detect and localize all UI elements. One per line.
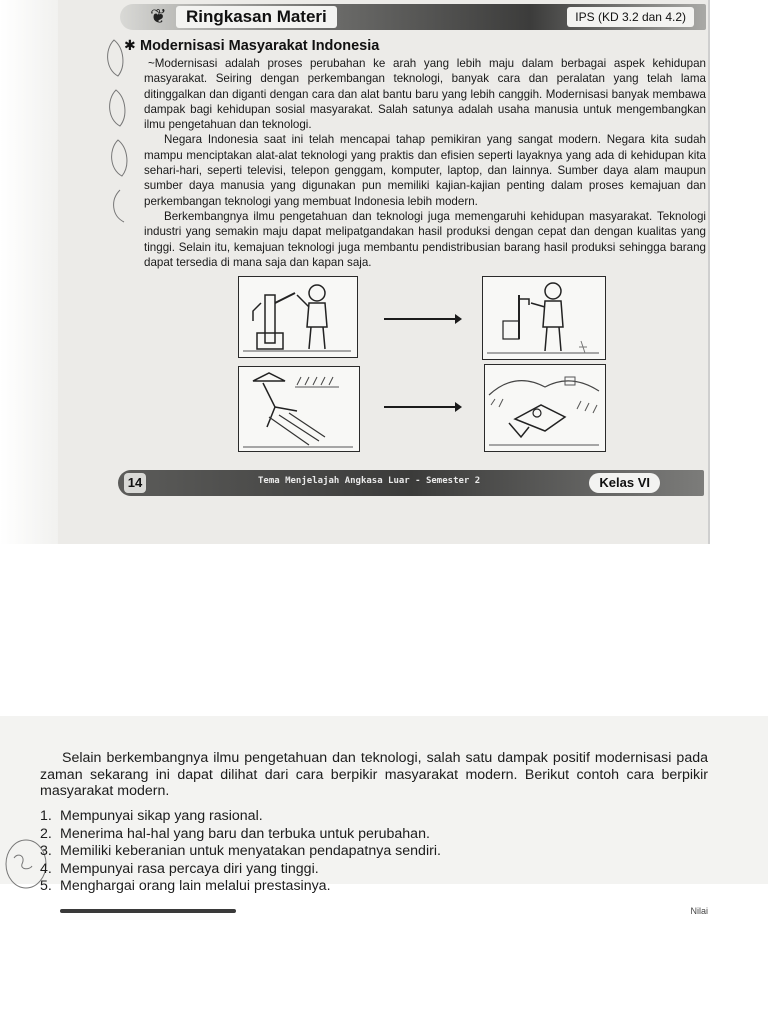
illustration-hand-pump	[238, 276, 358, 358]
nilai-label: Nilai	[690, 906, 708, 916]
leaf-icon: ❦	[150, 6, 167, 28]
paragraph-2: Negara Indonesia saat ini telah mencapai tahap pemikiran yang sangat modern. Negara kita sudah mampu menciptakan alat-alat teknologi yang praktis dan efisien seperti layaknya yang ada di kehidupan kita sehari-hari, seperti televisi, telepon genggam, komputer, laptop, dan lainnya. Sumber daya alam maupun sumber daya manusia yang digunakan pun memiliki kajian-kajian penting dalam proses kemajuan dan perkembangan teknologi yang membuat Indonesia lebih modern.	[144, 133, 706, 208]
intro-text: Selain berkembangnya ilmu pengetahuan dan teknologi, salah satu dampak positif modernisasi pada zaman sekarang ini dapat dilihat dari cara berpikir masyarakat modern. Berikut contoh cara berpikir masyarakat modern.	[40, 750, 708, 799]
list-item-number: 1.	[40, 808, 52, 824]
paragraph-3: Berkembangnya ilmu pengetahuan dan teknologi juga memengaruhi kehidupan masyarakat. Teknologi industri yang semakin maju dapat melipatgandakan hasil produksi dengan cepat dan dengan kualitas yang tinggi. Selain itu, kemajuan teknologi juga membantu pendistribusian barang hasil produksi sehingga barang dapat tersedia di mana saja dan kapan saja.	[144, 209, 706, 269]
arrow-2	[384, 406, 460, 408]
water-tap-drawing	[483, 277, 604, 358]
list-item-number: 3.	[40, 843, 52, 859]
manual-harvest-drawing	[239, 367, 358, 450]
body-text	[144, 56, 706, 270]
list-item-number: 5.	[40, 878, 52, 894]
page-number: 14	[124, 473, 146, 493]
illustration-harvester-machine	[484, 364, 606, 452]
pencil-annotations	[54, 30, 144, 230]
section-heading: Modernisasi Masyarakat Indonesia	[140, 38, 380, 54]
modern-thinking-list	[40, 808, 700, 896]
list-item-text: Menghargai orang lain melalui prestasinya.	[60, 878, 331, 894]
banner-title: Ringkasan Materi	[176, 6, 337, 28]
textbook-page-top	[58, 0, 710, 544]
arrow-1	[384, 318, 460, 320]
bottom-rule	[60, 909, 236, 913]
list-item	[40, 826, 700, 844]
footer-theme: Tema Menjelajah Angkasa Luar - Semester 2	[258, 476, 481, 486]
class-label: Kelas VI	[589, 473, 660, 493]
illustration-water-tap	[482, 276, 606, 360]
hand-pump-drawing	[239, 277, 356, 356]
list-item-text: Mempunyai sikap yang rasional.	[60, 808, 263, 824]
illustration-manual-harvest	[238, 366, 360, 452]
list-item-number: 2.	[40, 825, 52, 842]
paragraph-1: ~Modernisasi adalah proses perubahan ke arah yang lebih maju dalam berbagai aspek kehidupan masyarakat. Seiring dengan perkembangan teknologi, banyak cara dan peralatan yang telah lama ditinggalkan dan diganti dengan cara dan alat bantu baru yang lebih canggih. Modernisasi banyak membawa dampak bagi kehidupan sosial masyarakat. Salah satunya adalah usaha manusia untuk mengembangkan ilmu pengetahuan dan teknologi.	[144, 57, 706, 132]
list-item-text: Menerima hal-hal yang baru dan terbuka untuk perubahan.	[60, 825, 430, 842]
harvester-machine-drawing	[485, 365, 604, 450]
summary-banner	[120, 4, 706, 30]
star-bullet-icon: ✱	[124, 37, 136, 53]
list-item	[40, 878, 700, 896]
list-item-number: 4.	[40, 860, 52, 877]
intro-paragraph	[40, 750, 708, 800]
textbook-page-bottom	[0, 716, 768, 916]
list-item	[40, 808, 700, 826]
list-item-text: Memiliki keberanian untuk menyatakan pendapatnya sendiri.	[60, 843, 441, 859]
list-item	[40, 843, 700, 861]
list-item-text: Mempunyai rasa percaya diri yang tinggi.	[60, 860, 319, 877]
page-footer	[118, 470, 704, 496]
list-item	[40, 861, 700, 879]
kd-badge: IPS (KD 3.2 dan 4.2)	[567, 7, 694, 27]
